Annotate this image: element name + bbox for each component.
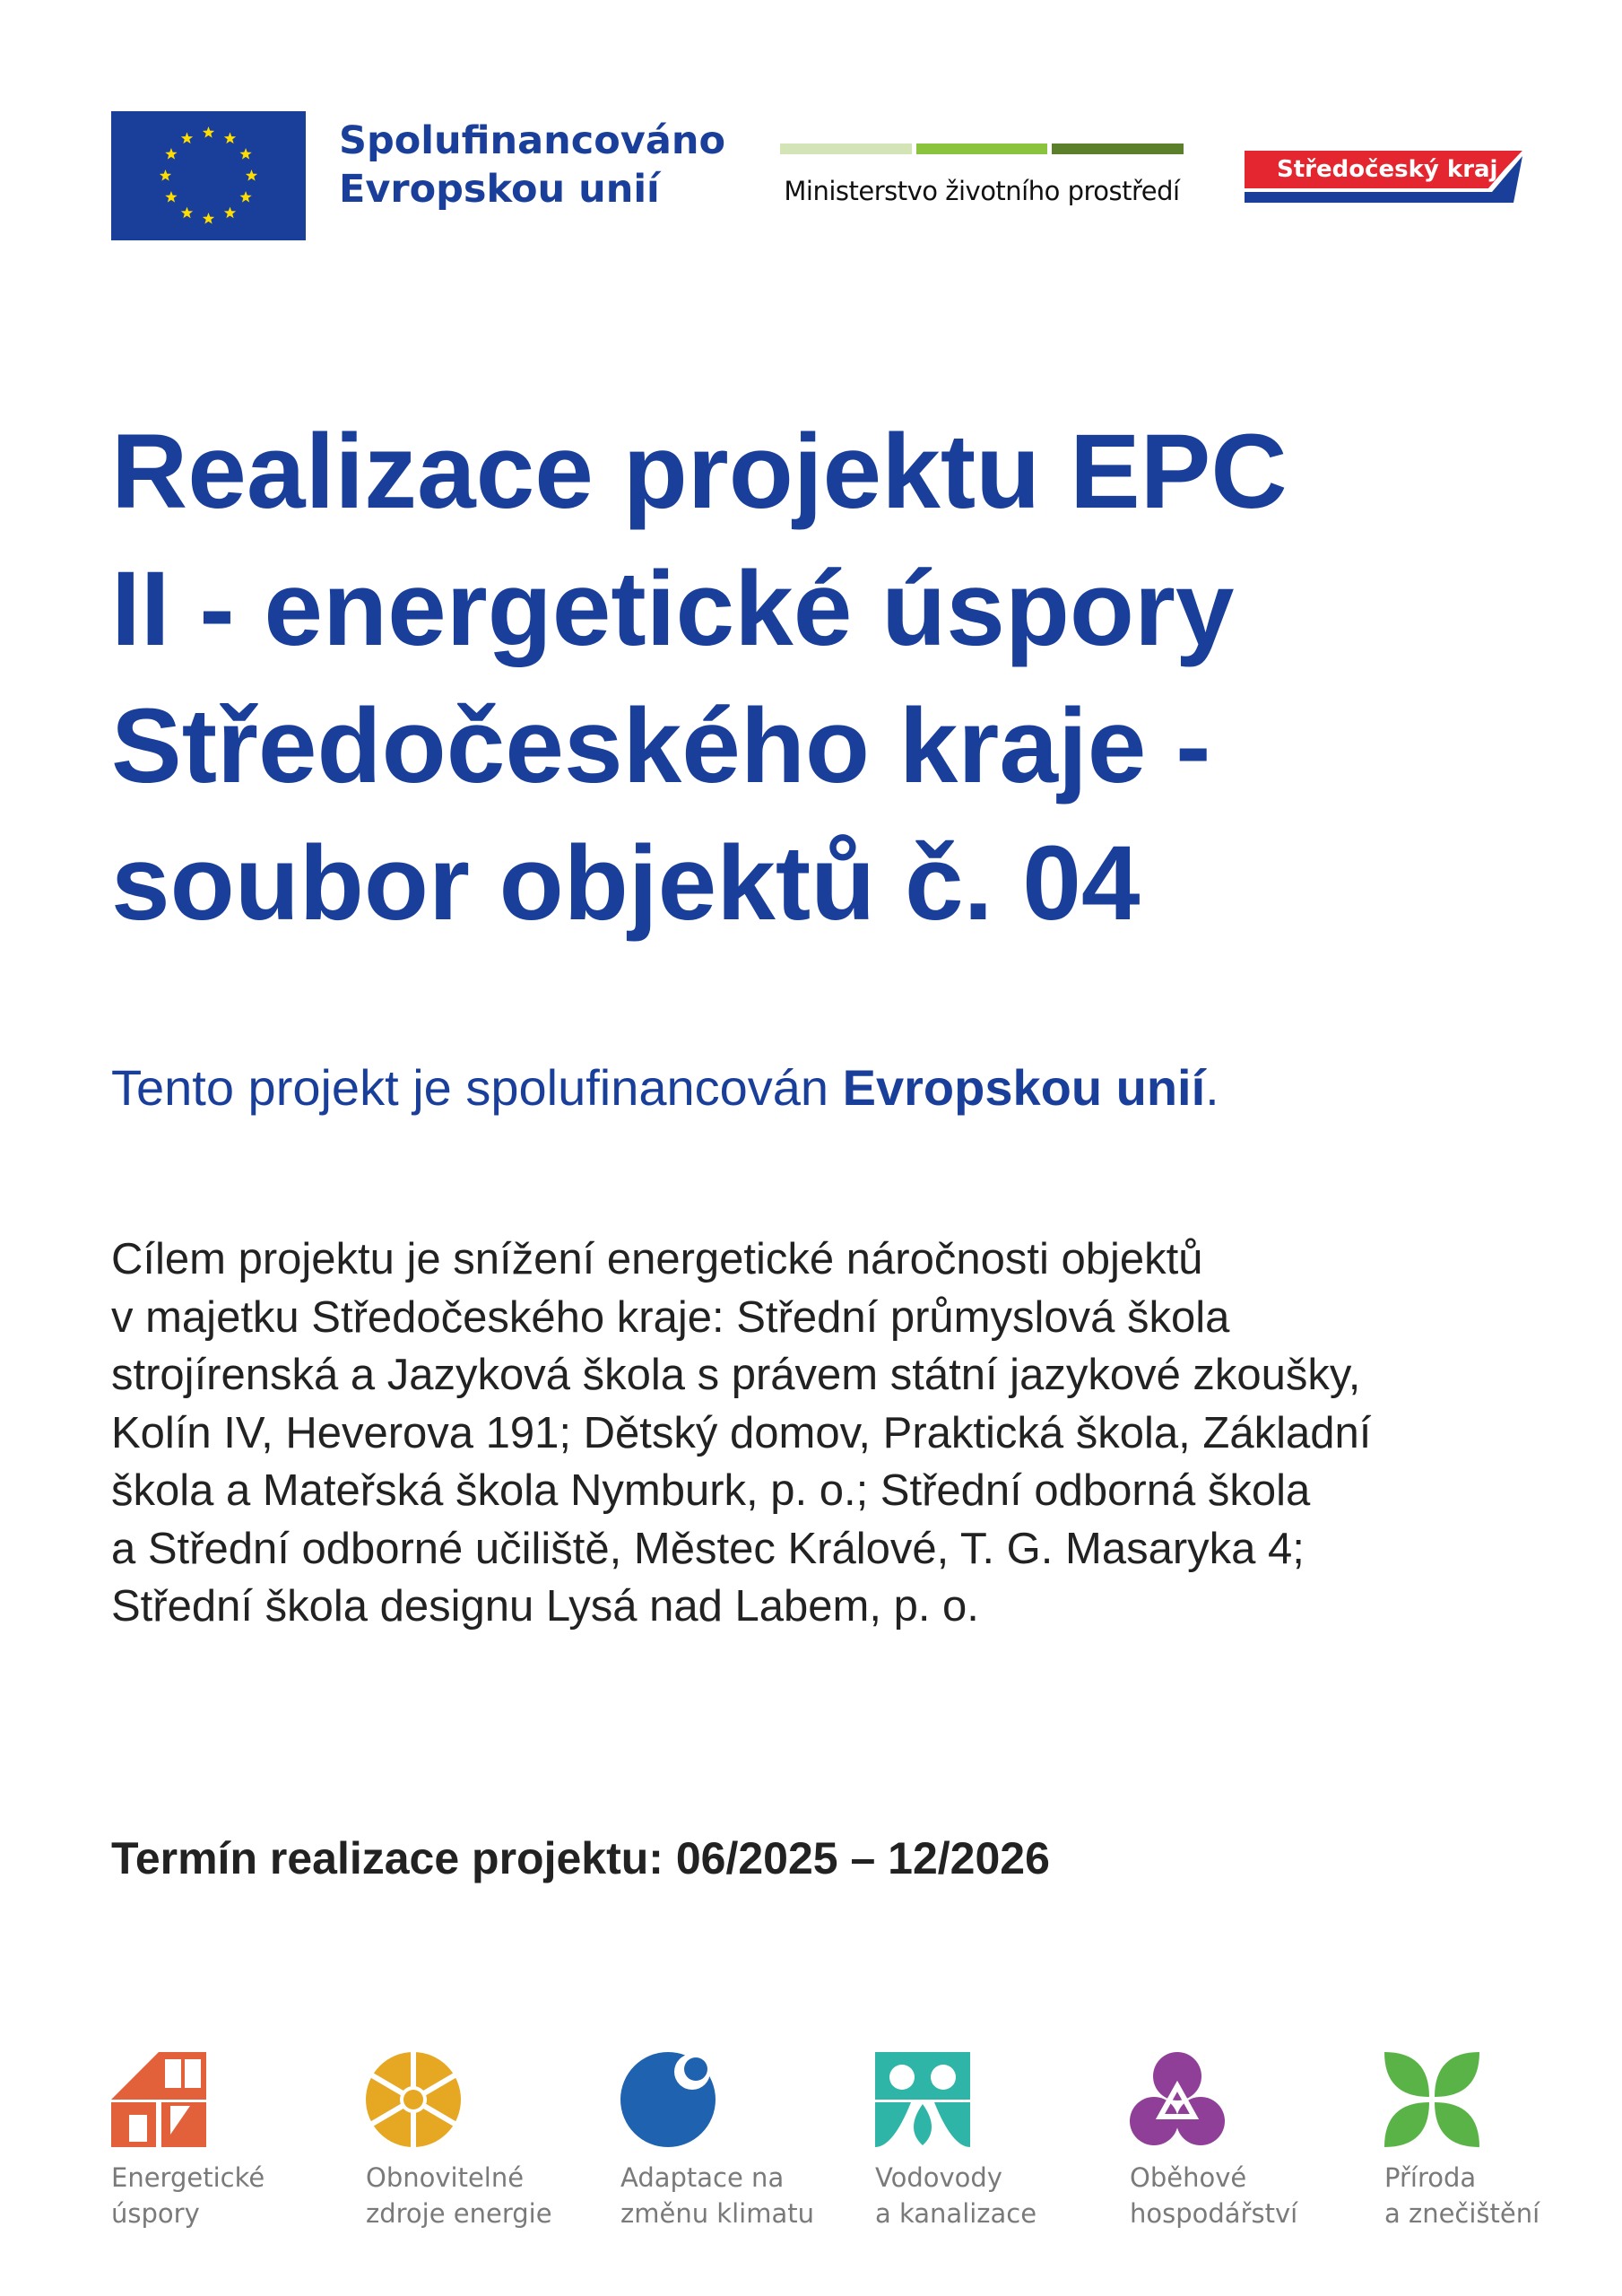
title-line: II - energetické úspory — [111, 550, 1235, 668]
ministry-bar-dark — [1052, 144, 1184, 154]
renewable-energy-icon — [366, 2052, 461, 2147]
cofinancing-eu: Evropskou unií — [842, 1059, 1206, 1116]
icon-label: Energetické úspory — [111, 2162, 265, 2229]
icon-item-nature — [1384, 2052, 1618, 2231]
icon-label: Oběhové hospodářství — [1130, 2162, 1298, 2229]
project-timeline: Termín realizace projektu: 06/2025 – 12/2026 — [111, 1833, 1050, 1883]
icon-item-renewables — [366, 2052, 599, 2231]
water-sewage-icon — [875, 2052, 970, 2147]
ministry-bar-mid — [916, 144, 1048, 154]
climate-adaptation-icon — [620, 2052, 716, 2147]
ministry-logo — [780, 144, 1184, 206]
icon-label: Adaptace na změnu klimatu — [620, 2162, 814, 2229]
title-line: Realizace projektu EPC — [111, 413, 1288, 531]
cofinancing-prefix: Tento projekt je spolufinancován — [111, 1059, 843, 1116]
eu-label-line2: Evropskou unií — [339, 167, 660, 212]
icon-label: Obnovitelné zdroje energie — [366, 2162, 552, 2229]
description-line: v majetku Středočeského kraje: Střední průmyslová škola — [111, 1292, 1230, 1342]
icon-item-circular — [1130, 2052, 1363, 2231]
cofinancing-statement — [111, 1057, 1219, 1119]
icon-item-climate — [620, 2052, 854, 2231]
region-logo — [1245, 151, 1522, 203]
energy-savings-icon — [111, 2052, 206, 2147]
description-line: Kolín IV, Heverova 191; Dětský domov, Praktická škola, Základní — [111, 1408, 1372, 1457]
description-line: škola a Mateřská škola Nymburk, p. o.; Střední odborná škola — [111, 1466, 1311, 1515]
ministry-name: Ministerstvo životního prostředí — [784, 176, 1180, 206]
eu-stars-icon — [111, 111, 306, 240]
title-line: Středočeského kraje - — [111, 687, 1211, 805]
region-name: Středočeský kraj — [1277, 156, 1498, 183]
page-title — [111, 404, 1546, 952]
icon-label: Vodovody a kanalizace — [875, 2162, 1037, 2229]
title-line: soubor objektů č. 04 — [111, 824, 1141, 943]
description-line: Cílem projektu je snížení energetické náročnosti objektů — [111, 1235, 1203, 1283]
description-line: Střední škola designu Lysá nad Labem, p. o. — [111, 1582, 979, 1631]
circular-economy-icon — [1130, 2052, 1225, 2147]
eu-cofinanced-label — [339, 117, 725, 213]
icon-label: Příroda a znečištění — [1384, 2162, 1540, 2229]
icon-item-energy — [111, 2052, 344, 2231]
cofinancing-suffix: . — [1205, 1059, 1219, 1116]
eu-flag-logo — [111, 111, 306, 240]
description-line: a Střední odborné učiliště, Městec Králové, T. G. Masaryka 4; — [111, 1524, 1305, 1573]
ministry-logo-bars — [780, 144, 1184, 154]
nature-pollution-icon — [1384, 2052, 1479, 2147]
project-description — [111, 1231, 1546, 1636]
ministry-bar-light — [780, 144, 912, 154]
program-icons-row — [111, 2052, 1546, 2267]
description-line: strojírenská a Jazyková škola s právem státní jazykové zkoušky, — [111, 1351, 1361, 1399]
eu-label-line1: Spolufinancováno — [339, 118, 725, 163]
icon-item-water — [875, 2052, 1108, 2231]
